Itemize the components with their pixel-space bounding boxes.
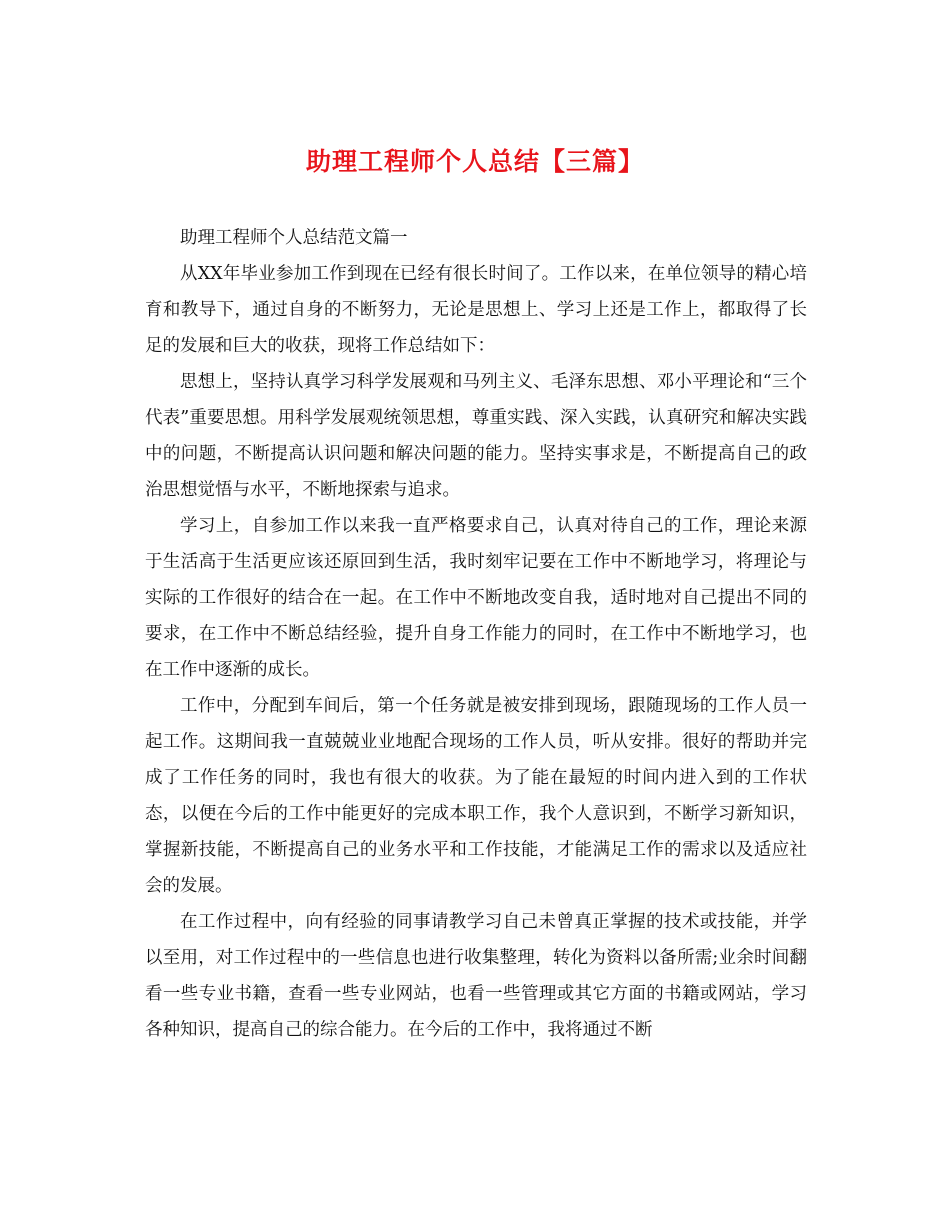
paragraph-work: 工作中，分配到车间后，第一个任务就是被安排到现场，跟随现场的工作人员一起工作。这期间我一直兢兢业业地配合现场的工作人员，听从安排。很好的帮助并完成了工作任务的同时，我也有很大的收获。为了能在最短的时间内进入到的工作状态，以便在今后的工作中能更好的完成本职工作，我个人意识到，不断学习新知识，掌握新技能，不断提高自己的业务水平和工作技能，才能满足工作的需求以及适应社会的发展。 — [145, 696, 807, 896]
section-heading: 助理工程师个人总结范文篇一 — [180, 228, 408, 248]
document-body — [145, 220, 807, 1048]
paragraph-ideology: 思想上，坚持认真学习科学发展观和马列主义、毛泽东思想、邓小平理论和“三个代表”重要思想。用科学发展观统领思想，尊重实践、深入实践，认真研究和解决实践中的问题，不断提高认识问题和解决问题的能力。坚持实事求是，不断提高自己的政治思想觉悟与水平，不断地探索与追求。 — [145, 372, 807, 500]
document-title: 助理工程师个人总结【三篇】 — [305, 147, 644, 176]
paragraph-intro: 从XX年毕业参加工作到现在已经有很长时间了。工作以来，在单位领导的精心培育和教导下，通过自身的不断努力，无论是思想上、学习上还是工作上，都取得了长足的发展和巨大的收获，现将工作总结如下： — [145, 264, 807, 356]
paragraph-study: 学习上，自参加工作以来我一直严格要求自己，认真对待自己的工作，理论来源于生活高于生活更应该还原回到生活，我时刻牢记要在工作中不断地学习，将理论与实际的工作很好的结合在一起。在工作中不断地改变自我，适时地对自己提出不同的要求，在工作中不断总结经验，提升自身工作能力的同时，在工作中不断地学习，也在工作中逐渐的成长。 — [145, 516, 807, 680]
paragraph-process: 在工作过程中，向有经验的同事请教学习自己未曾真正掌握的技术或技能，并学以至用，对工作过程中的一些信息也进行收集整理，转化为资料以备所需;业余时间翻看一些专业书籍，查看一些专业网站，也看一些管理或其它方面的书籍或网站，学习各种知识，提高自己的综合能力。在今后的工作中，我将通过不断 — [145, 912, 807, 1040]
